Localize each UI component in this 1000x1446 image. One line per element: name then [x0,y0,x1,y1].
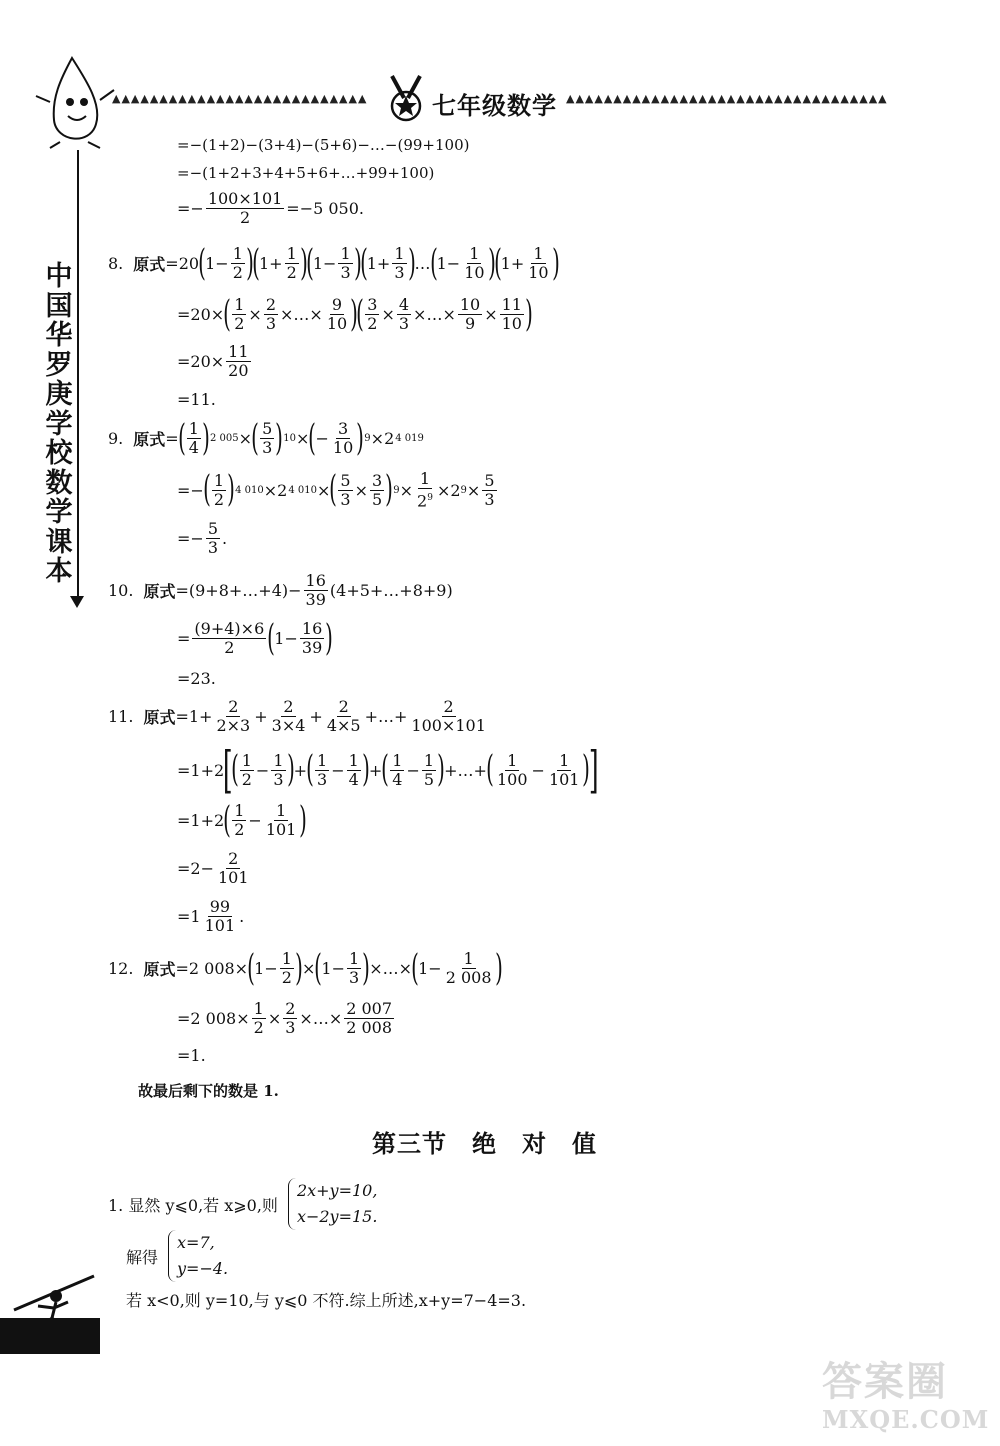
top-line-3: =− $\frac{100\times 101}{2}$ =−5 050. [177,189,364,227]
medal-icon [380,72,432,124]
top-line-1: =−(1+2)−(3+4)−(5+6)−…−(99+100) [177,136,470,154]
sidebar-arrow-icon [70,596,84,608]
p8-line-1: 8. 原式 =20 ( 1− 1 2 ) ( 1+ 1 2 ) ( 1− 1 3 ) ( 1+ 1 3 ) … ( 1− 1 10 ) ( 1+ 1 10 ) [108,242,560,284]
p11-line-1: 11. 原式 =1+ 2 2×3 + 2 3×4 + 2 4×5 +…+ 2 100×101 [108,697,486,735]
p10-line-2: = (9+4)×6 2 ( 1− 16 39 ) [177,617,334,659]
p9-result: =− $\frac{5}{3}$ . [177,519,228,557]
p12-result: =1. [177,1046,206,1065]
section-title: 第三节 绝 对 值 [372,1129,597,1158]
p12-line-1: 12. 原式 =2 008× ( 1− 1 2 ) × ( 1− 1 3 ) ×…× ( 1− 1 2 008 ) [108,947,503,989]
p8-line-3: =20× $\frac{11}{20}$ [177,342,249,380]
p10-line-1: 10. 原式 =(9+8+…+4)− $\frac{16}{39}$ (4+5+…+8+9) [108,571,453,609]
p12-conclusion: 故最后剩下的数是 1. [138,1082,279,1100]
sidebar-title: 中国华罗庚学校数学课本 [45,261,73,587]
q1-solve-line: 解得 x=7, y=−4. [126,1230,228,1282]
watermark-url: MXQE.COM [822,1405,990,1434]
q1-system-1: 2x+y=10, x−2y=15. [288,1178,378,1230]
p12-line-2: =2 008× $\frac{1}{2}$ × 2 3 ×…× 2 007 2 008 [177,999,393,1037]
header-triangles-left: ▲▲▲▲▲▲▲▲▲▲▲▲▲▲▲▲▲▲▲▲▲▲▲▲▲▲▲ [112,92,368,105]
p9-line-1: 9. 原式 = ( 1 4 ) 2 005 × ( 5 3 ) 10 × ( − 3 10 ) 9 ×2 4 019 [108,417,424,459]
p9-line-2: =− ( 1 2 ) 4 010 ×2 4 010 × ( 5 3 × 3 5 ) 9 × 1 $2^9$ ×2 9 × 5 3 [177,469,495,511]
watermark-logo: 答案圈 [822,1358,948,1405]
p11-line-3: =1+2 ( 1 2 − 1 101 ) [177,799,308,841]
sidebar-rule [77,150,79,602]
p8-line-2: =20× ( 1 2 × 2 3 ×…× 9 10 ) ( 3 2 × 4 3 ×…× 10 9 × 11 10 ) [177,293,533,335]
page-corner-block [0,1318,100,1354]
q1-system-2: x=7, y=−4. [168,1230,228,1282]
header-triangles-right: ▲▲▲▲▲▲▲▲▲▲▲▲▲▲▲▲▲▲▲▲▲▲▲▲▲▲▲▲▲▲▲▲▲▲ [566,92,888,105]
p10-result: =23. [177,669,216,688]
header-title: 七年级数学 [432,91,557,120]
p8-result: =11. [177,390,216,409]
q1-intro-line: 1. 显然 y⩽0,若 x⩾0,则 2x+y=10, x−2y=15. [108,1178,377,1230]
p11-result: =1 99 101 . [177,897,245,935]
q1-last-line: 若 x<0,则 y=10,与 y⩽0 不符.综上所述,x+y=7−4=3. [126,1291,527,1310]
p11-line-4: =2− $\frac{2}{101}$ [177,849,249,887]
p11-line-2: =1+2 [ ( 1 2 − 1 3 ) + ( 1 3 − 1 4 ) + ( 1 4 − 1 5 ) +…+ ( 1 100 − 1 101 ) ] [177,741,599,799]
top-line-2: =−(1+2+3+4+5+6+…+99+100) [177,164,435,182]
